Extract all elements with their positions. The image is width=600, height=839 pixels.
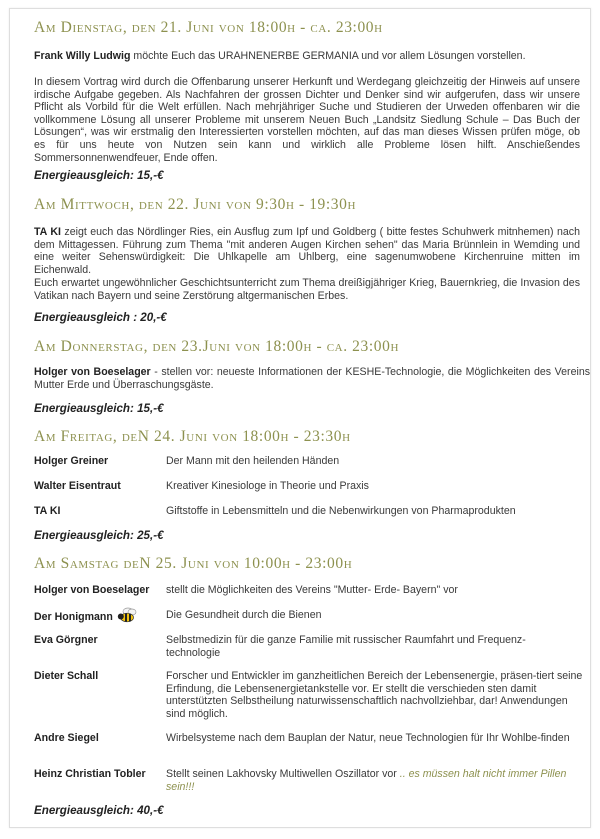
energy-price-saturday: Energieausgleich: 40,-€: [34, 804, 164, 817]
thursday-intro: [34, 366, 590, 391]
speaker-name: Eva Görgner: [34, 634, 98, 646]
tuesday-description: In diesem Vortrag wird durch die Offenbarung unserer Herkunft und Werdegang gleichzeitig der Hinweis auf unsere irdische Aufgabe gegeben. Als Nachfahren der grossen Dichter und Denker sind wir aufgerufen, dass wir unsere Pflicht als Vorbild für die Welt erfüllen. Nach mehrjähriger Suche und Studieren der Urweden offenbaren wir die vollkommene Lösung all unserer Probleme mit unserem Neuen Buch „Landsitz Siedlung Schule – Das Buch der Lösungen“, was wir erstmalig den Interessierten vorstellen möchten, auf das man dieses Wissen prüfen möge, ob es für uns heute von Nutzen sein kann und wirklich alle Probleme lösen hilft. Anschießendes Sommersonnenwendfeuer, Ende offen.: [34, 76, 580, 164]
intro-text: - stellen vor: neueste Informationen der KESHE-Technologie, die Möglichkeiten des Vereins Mutter Erde und Überraschungsgäste.: [34, 366, 591, 391]
speaker-topic: Giftstoffe in Lebensmitteln und die Nebenwirkungen von Pharmaprodukten: [166, 505, 516, 517]
energy-price-friday: Energieausgleich: 25,-€: [34, 529, 164, 542]
day-heading-tuesday: Am Dienstag, den 21. Juni von 18:00h - ca. 23:00h: [34, 19, 383, 36]
speaker-topic: Wirbelsysteme nach dem Bauplan der Natur, neue Technologien für Ihr Wohlbe-finden: [166, 732, 570, 744]
speaker-topic: [166, 768, 586, 793]
speaker-name: Dieter Schall: [34, 670, 99, 682]
speaker-name: Holger Greiner: [34, 455, 109, 467]
speaker-name: TA KI: [34, 226, 61, 238]
speaker-name: Holger von Boeselager: [34, 584, 150, 596]
speaker-name-with-icon: [34, 609, 138, 625]
day-heading-thursday: Am Donnerstag, den 23.Juni von 18:00h - ca. 23:00h: [34, 338, 399, 355]
topic-accent-text: .. es müssen halt nicht immer Pillen sein!!!: [166, 768, 567, 793]
speaker-name: Holger von Boeselager: [34, 366, 151, 378]
speaker-topic: Der Mann mit den heilenden Händen: [166, 455, 340, 467]
topic-text: Stellt seinen Lakhovsky Multiwellen Oszillator vor: [166, 768, 400, 780]
program-page: [9, 8, 591, 828]
wednesday-description: Euch erwartet ungewöhnlicher Geschichtsunterricht zum Thema dreißigjähriger Krieg, Bauernkrieg, die Invasion des Vatikan nach Bayern und seine Zerstörung altgermanischen Erbes.: [34, 277, 580, 302]
speaker-name: Heinz Christian Tobler: [34, 768, 146, 780]
speaker-topic: stellt die Möglichkeiten des Vereins "Mutter- Erde- Bayern" vor: [166, 584, 458, 596]
intro-text: zeigt euch das Nördlinger Ries, ein Ausflug zum Ipf und Goldberg ( bitte festes Schuhwerk mitnhemen) nach dem Mittagessen. Führung zum Thema "mit anderen Augen Kirchen sehen" das Maria Brünnlein in Wemding und eine weiter Sehenswürdigkeit: Die Uhlkapelle am Uhlberg, eine sagenumwobene Kirchenruine mitten im Eichenwald.: [34, 226, 580, 276]
energy-price-tuesday: Energieausgleich: 15,-€: [34, 169, 164, 182]
speaker-topic: Selbstmedizin für die ganze Familie mit russischer Raumfahrt und Frequenz-technologie: [166, 634, 526, 659]
day-heading-wednesday: Am Mittwoch, den 22. Juni von 9:30h - 19:30h: [34, 196, 357, 213]
bee-icon: [116, 607, 138, 623]
wednesday-intro: [34, 226, 580, 276]
intro-text: möchte Euch das URAHNENERBE GERMANIA und vor allem Lösungen vorstellen.: [130, 50, 526, 62]
speaker-name: Walter Eisentraut: [34, 480, 121, 492]
speaker-name: Frank Willy Ludwig: [34, 50, 131, 62]
speaker-topic: Forscher und Entwickler im ganzheitlichen Bereich der Lebensenergie, präsen-tiert seine Erfindung, die Lebensenergietankstelle vor. Er stellt die verschieden sten damit unterstützten Selbstheilung naturwissenschaftlich nachvollziehbar, dar! Anwendungen sind möglich.: [166, 670, 583, 720]
speaker-topic: Kreativer Kinesiologe in Theorie und Praxis: [166, 480, 369, 492]
speaker-topic: Die Gesundheit durch die Bienen: [166, 609, 322, 621]
speaker-name: TA KI: [34, 505, 61, 517]
day-heading-saturday: Am Samstag deN 25. Juni von 10:00h - 23:00h: [34, 555, 353, 572]
energy-price-wednesday: Energieausgleich : 20,-€: [34, 311, 167, 324]
tuesday-intro: [34, 50, 580, 63]
energy-price-thursday: Energieausgleich: 15,-€: [34, 402, 164, 415]
speaker-name: Andre Siegel: [34, 732, 99, 744]
day-heading-friday: Am Freitag, deN 24. Juni von 18:00h - 23:30h: [34, 428, 351, 445]
speaker-name: Der Honigmann: [34, 610, 113, 623]
